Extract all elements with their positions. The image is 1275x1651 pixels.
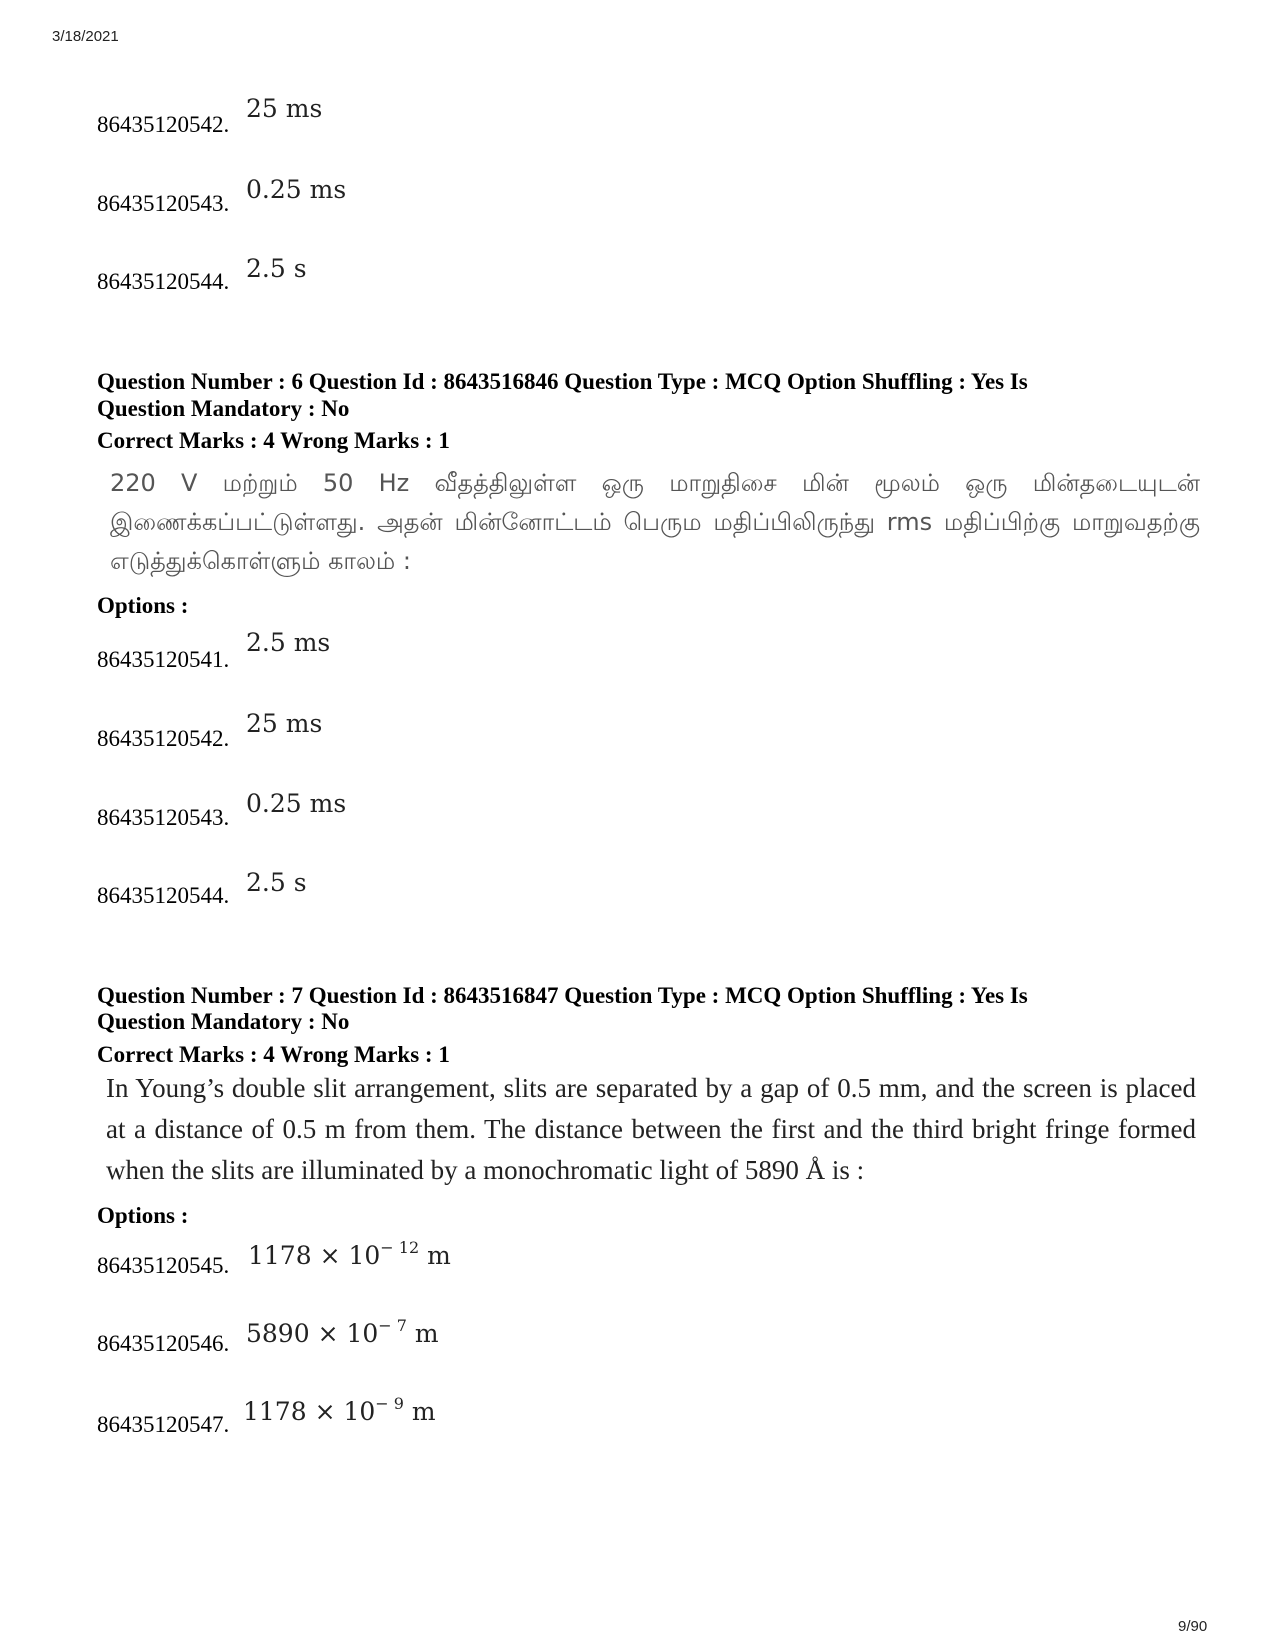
option-id: 86435120544. <box>97 269 230 294</box>
option-unit: m <box>414 1319 439 1348</box>
question-text: 220 V மற்றும் 50 Hz வீதத்திலுள்ள ஒரு மாறுதிசை மின் மூலம் ஒரு மின்தடையுடன் இணைக்கப்பட்டுள்ளது. அதன் மின்னோட்டம் பெரும மதிப்பிலிருந்து rms மதிப்பிற்கு மாறுவதற்கு எடுத்துக்கொள்ளும் காலம் : <box>110 469 1200 575</box>
page-number: 9/90 <box>1178 1618 1208 1635</box>
option-exponent: − 9 <box>375 1394 404 1413</box>
question-marks: Correct Marks : 4 Wrong Marks : 1 <box>97 428 450 453</box>
option-value <box>248 1238 451 1270</box>
option-value: 25 ms <box>246 94 323 123</box>
print-date: 3/18/2021 <box>52 28 119 45</box>
option-base: 1178 × 10 <box>243 1397 376 1426</box>
option-id: 86435120541. <box>97 647 230 672</box>
question-meta: Question Number : 7 Question Id : 8643516847 Question Type : MCQ Option Shuffling : Yes Is <box>97 983 1028 1008</box>
option-id: 86435120543. <box>97 191 230 216</box>
option-exponent: − 12 <box>380 1238 420 1257</box>
option-id: 86435120542. <box>97 112 230 137</box>
question-marks: Correct Marks : 4 Wrong Marks : 1 <box>97 1042 450 1067</box>
option-value: 2.5 ms <box>246 628 331 657</box>
option-value: 2.5 s <box>246 254 307 283</box>
option-unit: m <box>411 1397 436 1426</box>
option-base: 1178 × 10 <box>248 1241 381 1270</box>
option-id: 86435120545. <box>97 1253 230 1278</box>
question-mandatory: Question Mandatory : No <box>97 396 350 421</box>
question-text: In Young’s double slit arrangement, slits are separated by a gap of 0.5 mm, and the screen is placed at a distance of 0.5 m from them. The distance between the first and the third bright fringe formed when the slits are illuminated by a monochromatic light of 5890 Å is : <box>106 1073 1196 1185</box>
option-id: 86435120547. <box>97 1412 230 1437</box>
option-unit: m <box>427 1241 451 1270</box>
option-id: 86435120546. <box>97 1331 230 1356</box>
option-value: 25 ms <box>246 709 323 738</box>
option-value <box>246 1316 439 1348</box>
option-value: 0.25 ms <box>246 789 347 818</box>
options-label: Options : <box>97 593 189 618</box>
question-meta: Question Number : 6 Question Id : 8643516846 Question Type : MCQ Option Shuffling : Yes Is <box>97 369 1028 394</box>
option-value: 0.25 ms <box>246 175 347 204</box>
option-id: 86435120543. <box>97 805 230 830</box>
option-value: 2.5 s <box>246 868 307 897</box>
option-base: 5890 × 10 <box>246 1319 379 1348</box>
question-mandatory: Question Mandatory : No <box>97 1009 350 1034</box>
options-label: Options : <box>97 1203 189 1228</box>
option-id: 86435120544. <box>97 883 230 908</box>
option-id: 86435120542. <box>97 726 230 751</box>
option-value <box>243 1394 436 1426</box>
option-exponent: − 7 <box>378 1316 407 1335</box>
